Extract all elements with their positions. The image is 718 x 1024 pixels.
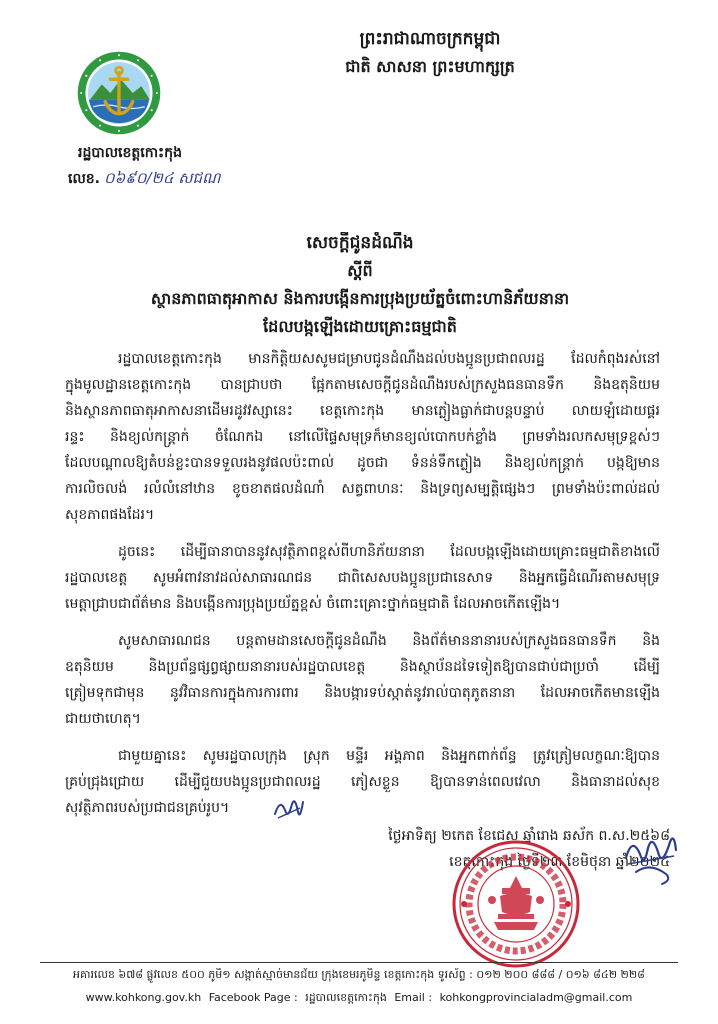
reference-number-value: ០៦៩០/២៤ សជណ	[103, 169, 221, 187]
footer-email-link[interactable]: kohkongprovincialadm@gmail.com	[439, 991, 633, 1004]
body-line: មេត្តាជ្រាបជាព័ត៌មាន និងបង្កើនការប្រុងប្រយ័ត្នខ្ពស់ ចំពោះគ្រោះថ្នាក់ធម្មជាតិ ដែលអាចកើតឡើង។	[65, 596, 561, 612]
body-line: ជាមួយគ្នានេះ សូមរដ្ឋបាលក្រុង ស្រុក មន្ទីរ អង្គភាព និងអ្នកពាក់ព័ន្ធ ត្រូវត្រៀមលក្ខណៈឱ្យបាន	[118, 748, 660, 764]
body-line: រដ្ឋបាលខេត្ត សូមអំពាវនាវដល់សាធារណជន ជាពិសេសបងប្អូនប្រជានេសាទ និងអ្នកធ្វើដំណើរតាមសមុទ្រ	[65, 570, 660, 586]
footer-facebook-label: Facebook Page :	[208, 991, 298, 1004]
document-title: សេចក្តីជូនដំណឹង	[306, 233, 414, 253]
body-line: ក្នុងមូលដ្ឋានខេត្តកោះកុង បានជ្រាបថា ផ្អែកតាមសេចក្តីជូនដំណឹងរបស់ក្រសួងធនធានទឹក និងឧតុនិយម	[65, 377, 660, 393]
body-line: ត្រៀមទុកជាមុន នូវវិធានការក្នុងការការពារ និងបង្ការទប់ស្កាត់នូវរាល់បាតុភូតនានា ដែលអាចកើតមានឡើង	[65, 685, 660, 701]
body-line: និងស្ថានភាពធាតុអាកាសនាដើមរដូវវស្សានេះ ខេត្តកោះកុង មានភ្លៀងធ្លាក់ជាបន្តបន្ទាប់ លាយឡំដោយផ្គរ	[65, 403, 660, 419]
official-seal-icon	[450, 838, 582, 970]
body-line: សុវត្ថិភាពរបស់ប្រជាជនគ្រប់រូប។	[65, 800, 230, 816]
body-line: ឧតុនិយម និងប្រព័ន្ធផ្សព្វផ្សាយនានារបស់រដ្ឋបាលខេត្ត និងស្ថាប័នដទៃទៀតឱ្យបានជាប់ជាប្រចាំ ដើម្បី	[65, 659, 660, 675]
solar-date: ខេត្តកោះកុង ថ្ងៃទី២៣ ខែមិថុនា ឆ្នាំ២០២៤	[449, 854, 670, 870]
signature-icon	[618, 828, 682, 888]
footer-contact	[40, 991, 678, 1007]
reference-number-label: លេខ.	[68, 171, 100, 187]
body-line: រដ្ឋបាលខេត្តកោះកុង មានកិត្តិយសសូមជម្រាបជូនដំណឹងដល់បងប្អូនប្រជាពលរដ្ឋ ដែលកំពុងរស់នៅ	[118, 351, 660, 367]
subject-line-2: ដែលបង្កឡើងដោយគ្រោះធម្មជាតិ	[263, 317, 457, 336]
body-line: ការលិចលង់ រលំលំនៅឋាន ខូចខាតផលដំណាំ សត្វពាហនៈ និងទ្រព្យសម្បត្តិផ្សេងៗ ព្រមទាំងប៉ះពាល់ដល់	[65, 481, 660, 497]
body-line: សុខភាពផងដែរ។	[65, 507, 155, 523]
body-line: រន្ទះ និងខ្យល់កន្ត្រាក់ ចំណែកឯ នៅលើផ្ទៃសមុទ្រក៏មានខ្យល់បោកបក់ខ្លាំង ព្រមទាំងរលកសមុទ្រខ្ពស់ៗ	[65, 429, 660, 445]
kingdom-heading: ព្រះរាជាណាចក្រកម្ពុជា	[359, 29, 501, 49]
footer-website-link[interactable]: www.kohkong.gov.kh	[85, 991, 202, 1004]
national-motto: ជាតិ សាសនា ព្រះមហាក្សត្រ	[345, 57, 515, 76]
footer-divider	[40, 962, 678, 963]
title-about: ស្តីពី	[347, 261, 373, 280]
body-line: ជាយថាហេតុ។	[65, 711, 141, 727]
province-logo-icon	[76, 50, 162, 136]
footer-facebook-link[interactable]: រដ្ឋបាលខេត្តកោះកុង	[305, 991, 387, 1004]
lunar-date: ថ្ងៃអាទិត្យ ២កេត ខែជេស្ឋ ឆ្នាំរោង ឆស័ក ព.ស.២៥៦៨	[388, 828, 670, 844]
initials-signature-icon	[272, 794, 306, 824]
footer-address: អគារលេខ ៦៧៨ ផ្លូវលេខ ៥០០ ភូមិ១ សង្កាត់ស្មាច់មានជ័យ ក្រុងខេមរភូមិន្ទ ខេត្តកោះកុង ទូរស័ព្ទ : ០១២ ២០០ ៨៨៨ / ០១៦ ៨៤២ ២២៨	[73, 968, 645, 981]
footer-email-label: Email :	[394, 991, 433, 1004]
reference-number	[68, 168, 268, 192]
body-line: សូមសាធារណជន បន្តតាមដានសេចក្តីជូនដំណឹង និងព័ត៌មាននានារបស់ក្រសួងធនធានទឹក និង	[118, 633, 660, 649]
body-line: ដែលបណ្តាលឱ្យតំបន់ខ្លះបានទទួលរងនូវផលប៉ះពាល់ ដូចជា ទំនន់ទឹកភ្លៀង និងខ្យល់កន្ត្រាក់ បង្កឱ្យមាន	[65, 455, 660, 471]
sender-office: រដ្ឋបាលខេត្តកោះកុង	[78, 145, 182, 161]
body-line: គ្រប់ជ្រុងជ្រោយ ដើម្បីជួយបងប្អូនប្រជាពលរដ្ឋ ភៀសខ្លួន ឱ្យបានទាន់ពេលវេលា និងធានាដល់សុខ	[65, 774, 660, 790]
body-line: ដូចនេះ ដើម្បីធានាបាននូវសុវត្ថិភាពខ្ពស់ពីហានិភ័យនានា ដែលបង្កឡើងដោយគ្រោះធម្មជាតិខាងលើ	[118, 544, 660, 560]
subject-line-1: ស្ថានភាពធាតុអាកាស និងការបង្កើនការប្រុងប្រយ័ត្នចំពោះហានិភ័យនានា	[150, 289, 570, 308]
